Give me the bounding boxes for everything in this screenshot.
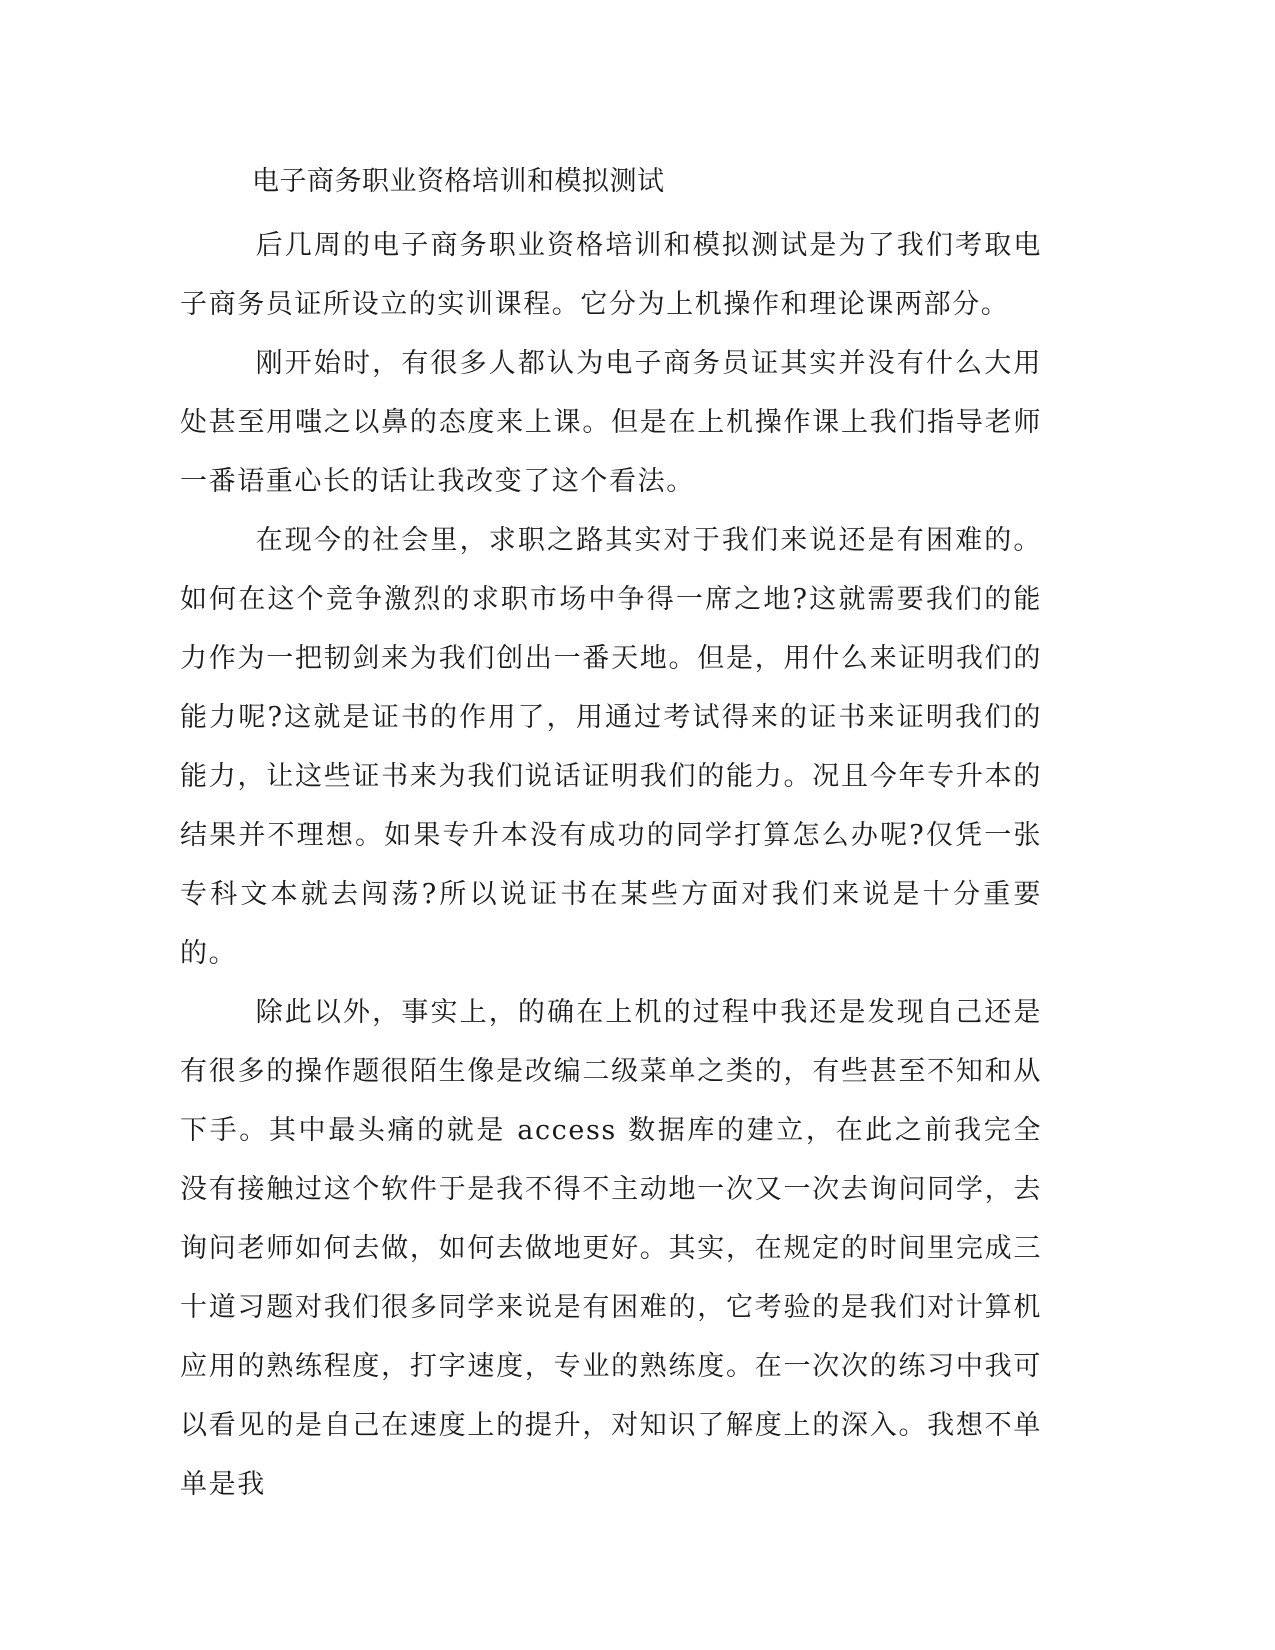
paragraph: 后几周的电子商务职业资格培训和模拟测试是为了我们考取电子商务员证所设立的实训课程。它分为上机操作和理论课两部分。: [180, 230, 1042, 320]
paragraph: 在现今的社会里，求职之路其实对于我们来说还是有困难的。如何在这个竞争激烈的求职市场中争得一席之地?这就需要我们的能力作为一把韧剑来为我们创出一番天地。但是，用什么来证明我们的能力呢?这就是证书的作用了，用通过考试得来的证书来证明我们的能力，让这些证书来为我们说话证明我们的能力。况且今年专升本的结果并不理想。如果专升本没有成功的同学打算怎么办呢?仅凭一张专科文本就去闯荡?所以说证书在某些方面对我们来说是十分重要的。: [180, 525, 1042, 969]
document-body: [180, 216, 1042, 1514]
paragraph: 除此以外，事实上，的确在上机的过程中我还是发现自己还是有很多的操作题很陌生像是改编二级菜单之类的，有些甚至不知和从下手。其中最头痛的就是 access 数据库的建立，在此之前我完全没有接触过这个软件于是我不得不主动地一次又一次去询问同学，去询问老师如何去做，如何去做地更好。其实，在规定的时间里完成三十道习题对我们很多同学来说是有困难的，它考验的是我们对计算机应用的熟练程度，打字速度，专业的熟练度。在一次次的练习中我可以看见的是自己在速度上的提升，对知识了解度上的深入。我想不单单是我: [180, 997, 1042, 1500]
document-title: 电子商务职业资格培训和模拟测试: [252, 166, 665, 197]
paragraph: 刚开始时，有很多人都认为电子商务员证其实并没有什么大用处甚至用嗤之以鼻的态度来上课。但是在上机操作课上我们指导老师一番语重心长的话让我改变了这个看法。: [180, 348, 1042, 497]
